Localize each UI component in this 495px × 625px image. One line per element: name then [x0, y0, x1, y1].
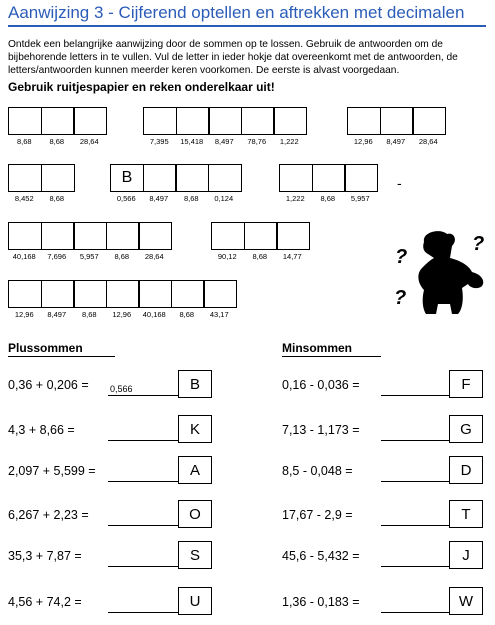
plus-heading-rule: [8, 356, 115, 357]
code-letter-box[interactable]: [203, 280, 237, 308]
code-letter-box[interactable]: [171, 280, 205, 308]
code-letter-box[interactable]: [8, 164, 42, 192]
code-letter-box[interactable]: [344, 164, 378, 192]
question-mark-right: ?: [472, 233, 485, 255]
minus-heading-rule: [282, 356, 381, 357]
code-group: [8, 280, 236, 319]
code-letter-box[interactable]: [412, 107, 446, 135]
answer-line: [381, 440, 449, 441]
code-letter-box[interactable]: [176, 107, 210, 135]
code-number-label: 8,452: [14, 194, 34, 203]
sum-letter-box: S: [178, 541, 212, 569]
minus-sum-row: [0, 541, 495, 571]
code-letter-box[interactable]: [208, 164, 242, 192]
code-number-label: 8,497: [149, 194, 169, 203]
code-number-label: 28,64: [144, 252, 164, 261]
title-underline: [8, 25, 486, 27]
sum-expression: 8,5 - 0,048 =: [282, 464, 353, 478]
code-letter-box[interactable]: [312, 164, 346, 192]
code-letter-box[interactable]: [241, 107, 275, 135]
sum-expression: 35,3 + 7,87 =: [8, 549, 82, 563]
code-group: [211, 222, 309, 261]
code-number-label: 5,957: [79, 252, 99, 261]
code-letter-box[interactable]: [41, 164, 75, 192]
sum-expression: 2,097 + 5,599 =: [8, 464, 96, 478]
code-number-label: 40,168: [142, 310, 166, 319]
code-letter-box[interactable]: [138, 280, 172, 308]
code-group: [8, 107, 106, 146]
sum-letter-box: U: [178, 587, 212, 615]
code-letter-box[interactable]: [208, 107, 242, 135]
code-number-label: 8,68: [16, 137, 32, 146]
code-letter-box[interactable]: [276, 222, 310, 250]
code-group: [347, 107, 445, 146]
code-number-label: 40,168: [12, 252, 36, 261]
code-number-label: 0,566: [116, 194, 136, 203]
code-number-label: 15,418: [180, 137, 204, 146]
sum-letter-box: A: [178, 456, 212, 484]
sum-expression: 0,36 + 0,206 =: [8, 378, 89, 392]
sum-letter-box: F: [449, 370, 483, 398]
code-letter-box[interactable]: [8, 107, 42, 135]
question-mark-left-top: ?: [395, 246, 408, 268]
sum-letter-box: B: [178, 370, 212, 398]
code-number-label: 8,497: [214, 137, 234, 146]
sum-expression: 17,67 - 2,9 =: [282, 508, 353, 522]
code-letter-box[interactable]: [73, 280, 107, 308]
code-letter-box[interactable]: [143, 107, 177, 135]
code-number-label: 90,12: [217, 252, 237, 261]
sum-expression: 0,16 - 0,036 =: [282, 378, 360, 392]
code-letter-box[interactable]: [73, 222, 107, 250]
sum-expression: 4,3 + 8,66 =: [8, 423, 75, 437]
code-number-label: 28,64: [418, 137, 438, 146]
code-letter-box[interactable]: [106, 222, 140, 250]
code-number-label: 8,68: [183, 194, 199, 203]
code-group: [8, 164, 73, 203]
minus-heading: Minsommen: [282, 341, 353, 355]
code-number-label: 28,64: [79, 137, 99, 146]
code-group: [279, 164, 377, 203]
question-mark-left-bottom: ?: [394, 287, 407, 309]
minus-sum-row: [0, 415, 495, 445]
code-letter-box[interactable]: [41, 222, 75, 250]
code-letter-box[interactable]: [73, 107, 107, 135]
code-number-label: 12,96: [353, 137, 373, 146]
word-separator-dash: -: [397, 175, 402, 191]
code-letter-box[interactable]: [138, 222, 172, 250]
minus-sum-row: [0, 370, 495, 400]
code-letter-box[interactable]: [211, 222, 245, 250]
code-number-label: 8,68: [49, 194, 65, 203]
sum-letter-box: K: [178, 415, 212, 443]
code-number-label: 7,395: [149, 137, 169, 146]
code-group: [110, 164, 240, 203]
code-number-label: 8,497: [386, 137, 406, 146]
code-number-label: 7,696: [47, 252, 67, 261]
sum-letter-box: W: [449, 587, 483, 615]
code-number-label: 1,222: [279, 137, 299, 146]
code-group: [143, 107, 306, 146]
code-number-label: 8,68: [179, 310, 195, 319]
sum-expression: 1,36 - 0,183 =: [282, 595, 360, 609]
code-number-label: 1,222: [285, 194, 305, 203]
code-letter-box[interactable]: [143, 164, 177, 192]
code-group: [8, 222, 171, 261]
code-letter-box[interactable]: [41, 280, 75, 308]
code-letter-box[interactable]: [347, 107, 381, 135]
instruction-text: Gebruik ruitjespapier en reken onderelkaar uit!: [8, 80, 275, 94]
sum-letter-box: G: [449, 415, 483, 443]
code-letter-box[interactable]: [106, 280, 140, 308]
code-letter-box[interactable]: [244, 222, 278, 250]
code-letter-box[interactable]: [8, 280, 42, 308]
sum-expression: 45,6 - 5,432 =: [282, 549, 360, 563]
answer-line: [381, 395, 449, 396]
plus-heading: Plussommen: [8, 341, 83, 355]
code-letter-box[interactable]: [279, 164, 313, 192]
code-number-label: 8,68: [114, 252, 130, 261]
sum-letter-box: T: [449, 500, 483, 528]
code-number-label: 5,957: [350, 194, 370, 203]
code-number-label: 12,96: [14, 310, 34, 319]
code-number-label: 12,96: [112, 310, 132, 319]
page-title: Aanwijzing 3 - Cijferend optellen en aftrekken met decimalen: [8, 3, 465, 22]
code-letter-box[interactable]: [380, 107, 414, 135]
answer-line: [381, 481, 449, 482]
answer-line: [381, 525, 449, 526]
code-number-label: 8,68: [49, 137, 65, 146]
code-letter-box[interactable]: B: [110, 164, 144, 192]
sum-expression: 6,267 + 2,23 =: [8, 508, 89, 522]
answer-line: [381, 612, 449, 613]
sum-letter-box: O: [178, 500, 212, 528]
answer-line: [381, 566, 449, 567]
answer-field[interactable]: 0,566: [110, 384, 133, 394]
code-number-label: 8,68: [81, 310, 97, 319]
minus-sum-row: [0, 456, 495, 486]
intro-text: Ontdek een belangrijke aanwijzing door de sommen op te lossen. Gebruik de antwoorden om de bijbehorende letters in te vullen. Vul de letter in ieder hokje dat overeenkomt met de antwoorden, de letters/antwoorden kunnen meerder keren voorkomen. De eerste is alvast voorgedaan.: [8, 39, 458, 76]
code-number-label: 0,124: [214, 194, 234, 203]
code-number-label: 14,77: [282, 252, 302, 261]
code-number-label: 8,497: [47, 310, 67, 319]
minus-sum-row: [0, 500, 495, 530]
code-letter-box[interactable]: [41, 107, 75, 135]
code-number-label: 8,68: [252, 252, 268, 261]
sum-letter-box: J: [449, 541, 483, 569]
code-letter-box[interactable]: [175, 164, 209, 192]
minus-sum-row: [0, 587, 495, 617]
code-number-label: 8,68: [320, 194, 336, 203]
sum-expression: 7,13 - 1,173 =: [282, 423, 360, 437]
sum-letter-box: D: [449, 456, 483, 484]
code-letter-box[interactable]: [8, 222, 42, 250]
code-number-label: 78,76: [247, 137, 267, 146]
sum-expression: 4,56 + 74,2 =: [8, 595, 82, 609]
code-letter-box[interactable]: [273, 107, 307, 135]
code-number-label: 43,17: [209, 310, 229, 319]
